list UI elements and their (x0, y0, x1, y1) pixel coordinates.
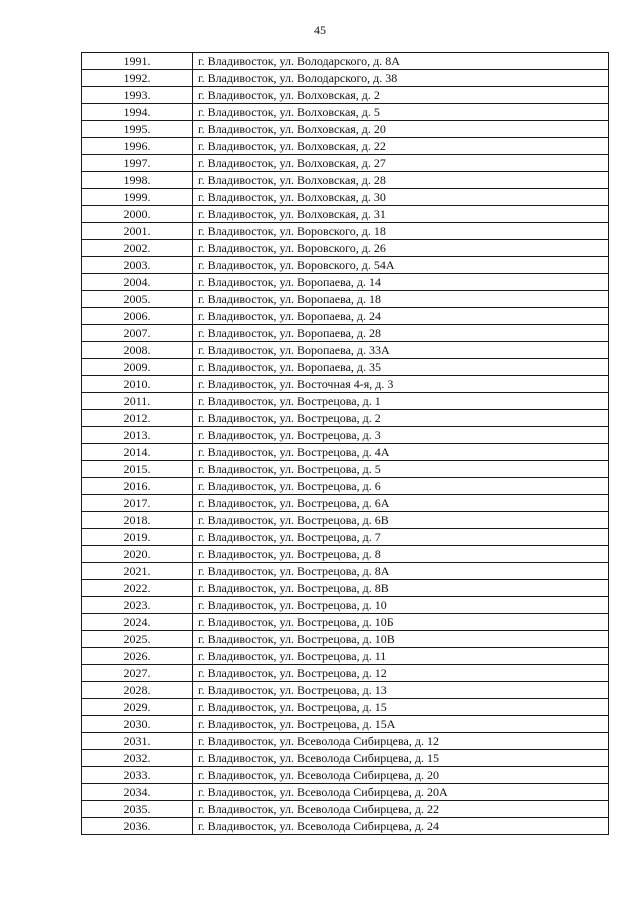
row-number-cell: 2018. (82, 512, 193, 529)
row-number-cell: 2012. (82, 410, 193, 427)
address-cell: г. Владивосток, ул. Воровского, д. 26 (193, 240, 609, 257)
table-row (82, 359, 609, 376)
row-number-cell: 2020. (82, 546, 193, 563)
table-row (82, 682, 609, 699)
row-number-cell: 1998. (82, 172, 193, 189)
address-cell: г. Владивосток, ул. Всеволода Сибирцева, д. 24 (193, 818, 609, 835)
table-row (82, 104, 609, 121)
address-cell: г. Владивосток, ул. Волховская, д. 27 (193, 155, 609, 172)
address-cell: г. Владивосток, ул. Володарского, д. 38 (193, 70, 609, 87)
address-cell: г. Владивосток, ул. Волховская, д. 30 (193, 189, 609, 206)
table-row (82, 699, 609, 716)
table-row (82, 665, 609, 682)
address-cell: г. Владивосток, ул. Восточная 4-я, д. 3 (193, 376, 609, 393)
table-row (82, 818, 609, 835)
row-number-cell: 2030. (82, 716, 193, 733)
table-row (82, 784, 609, 801)
row-number-cell: 1997. (82, 155, 193, 172)
row-number-cell: 2008. (82, 342, 193, 359)
table-row (82, 172, 609, 189)
row-number-cell: 2032. (82, 750, 193, 767)
row-number-cell: 2013. (82, 427, 193, 444)
row-number-cell: 2004. (82, 274, 193, 291)
address-cell: г. Владивосток, ул. Вострецова, д. 10Б (193, 614, 609, 631)
row-number-cell: 2011. (82, 393, 193, 410)
row-number-cell: 2022. (82, 580, 193, 597)
table-row (82, 495, 609, 512)
row-number-cell: 2027. (82, 665, 193, 682)
address-cell: г. Владивосток, ул. Всеволода Сибирцева, д. 15 (193, 750, 609, 767)
row-number-cell: 1994. (82, 104, 193, 121)
table-row (82, 325, 609, 342)
address-cell: г. Владивосток, ул. Вострецова, д. 15А (193, 716, 609, 733)
row-number-cell: 2000. (82, 206, 193, 223)
table-row (82, 393, 609, 410)
row-number-cell: 1999. (82, 189, 193, 206)
address-cell: г. Владивосток, ул. Воропаева, д. 33А (193, 342, 609, 359)
address-cell: г. Владивосток, ул. Воропаева, д. 14 (193, 274, 609, 291)
row-number-cell: 1995. (82, 121, 193, 138)
table-row (82, 580, 609, 597)
address-cell: г. Владивосток, ул. Воровского, д. 54А (193, 257, 609, 274)
row-number-cell: 2024. (82, 614, 193, 631)
address-cell: г. Владивосток, ул. Волховская, д. 31 (193, 206, 609, 223)
address-cell: г. Владивосток, ул. Волховская, д. 28 (193, 172, 609, 189)
table-row (82, 223, 609, 240)
row-number-cell: 2023. (82, 597, 193, 614)
address-cell: г. Владивосток, ул. Всеволода Сибирцева, д. 22 (193, 801, 609, 818)
table-row (82, 563, 609, 580)
table-row (82, 444, 609, 461)
address-table-body (82, 53, 609, 835)
table-row (82, 597, 609, 614)
table-row (82, 733, 609, 750)
address-cell: г. Владивосток, ул. Волховская, д. 20 (193, 121, 609, 138)
row-number-cell: 2001. (82, 223, 193, 240)
address-cell: г. Владивосток, ул. Вострецова, д. 10 (193, 597, 609, 614)
address-cell: г. Владивосток, ул. Вострецова, д. 6В (193, 512, 609, 529)
table-row (82, 546, 609, 563)
row-number-cell: 2031. (82, 733, 193, 750)
row-number-cell: 2035. (82, 801, 193, 818)
address-cell: г. Владивосток, ул. Вострецова, д. 6 (193, 478, 609, 495)
row-number-cell: 2006. (82, 308, 193, 325)
table-row (82, 631, 609, 648)
address-cell: г. Владивосток, ул. Вострецова, д. 4А (193, 444, 609, 461)
address-cell: г. Владивосток, ул. Вострецова, д. 7 (193, 529, 609, 546)
row-number-cell: 2033. (82, 767, 193, 784)
table-row (82, 478, 609, 495)
row-number-cell: 2003. (82, 257, 193, 274)
table-row (82, 614, 609, 631)
table-row (82, 70, 609, 87)
table-row (82, 189, 609, 206)
page-number: 45 (314, 23, 326, 37)
address-cell: г. Владивосток, ул. Волховская, д. 2 (193, 87, 609, 104)
table-row (82, 648, 609, 665)
row-number-cell: 2009. (82, 359, 193, 376)
table-row (82, 376, 609, 393)
row-number-cell: 1991. (82, 53, 193, 70)
row-number-cell: 2034. (82, 784, 193, 801)
row-number-cell: 2002. (82, 240, 193, 257)
address-cell: г. Владивосток, ул. Вострецова, д. 11 (193, 648, 609, 665)
address-cell: г. Владивосток, ул. Вострецова, д. 5 (193, 461, 609, 478)
address-cell: г. Владивосток, ул. Вострецова, д. 12 (193, 665, 609, 682)
address-cell: г. Владивосток, ул. Воропаева, д. 28 (193, 325, 609, 342)
address-cell: г. Владивосток, ул. Волховская, д. 22 (193, 138, 609, 155)
table-row (82, 461, 609, 478)
row-number-cell: 2010. (82, 376, 193, 393)
address-cell: г. Владивосток, ул. Вострецова, д. 10В (193, 631, 609, 648)
row-number-cell: 2021. (82, 563, 193, 580)
table-row (82, 155, 609, 172)
row-number-cell: 2019. (82, 529, 193, 546)
address-cell: г. Владивосток, ул. Воровского, д. 18 (193, 223, 609, 240)
address-cell: г. Владивосток, ул. Воропаева, д. 24 (193, 308, 609, 325)
address-cell: г. Владивосток, ул. Володарского, д. 8А (193, 53, 609, 70)
table-row (82, 767, 609, 784)
table-row (82, 512, 609, 529)
table-row (82, 342, 609, 359)
table-row (82, 87, 609, 104)
address-cell: г. Владивосток, ул. Всеволода Сибирцева, д. 12 (193, 733, 609, 750)
table-row (82, 257, 609, 274)
address-cell: г. Владивосток, ул. Вострецова, д. 8А (193, 563, 609, 580)
row-number-cell: 2029. (82, 699, 193, 716)
table-row (82, 274, 609, 291)
row-number-cell: 1992. (82, 70, 193, 87)
address-cell: г. Владивосток, ул. Всеволода Сибирцева, д. 20А (193, 784, 609, 801)
row-number-cell: 2015. (82, 461, 193, 478)
row-number-cell: 1996. (82, 138, 193, 155)
table-row (82, 240, 609, 257)
table-row (82, 716, 609, 733)
address-cell: г. Владивосток, ул. Вострецова, д. 2 (193, 410, 609, 427)
table-row (82, 138, 609, 155)
table-row (82, 206, 609, 223)
table-row (82, 121, 609, 138)
address-cell: г. Владивосток, ул. Вострецова, д. 6А (193, 495, 609, 512)
table-row (82, 750, 609, 767)
address-cell: г. Владивосток, ул. Воропаева, д. 35 (193, 359, 609, 376)
table-row (82, 308, 609, 325)
address-cell: г. Владивосток, ул. Вострецова, д. 15 (193, 699, 609, 716)
row-number-cell: 2017. (82, 495, 193, 512)
row-number-cell: 2026. (82, 648, 193, 665)
address-cell: г. Владивосток, ул. Всеволода Сибирцева, д. 20 (193, 767, 609, 784)
row-number-cell: 2025. (82, 631, 193, 648)
table-row (82, 53, 609, 70)
row-number-cell: 2005. (82, 291, 193, 308)
address-table (81, 52, 609, 835)
row-number-cell: 1993. (82, 87, 193, 104)
address-cell: г. Владивосток, ул. Вострецова, д. 8 (193, 546, 609, 563)
address-cell: г. Владивосток, ул. Вострецова, д. 3 (193, 427, 609, 444)
address-cell: г. Владивосток, ул. Волховская, д. 5 (193, 104, 609, 121)
row-number-cell: 2014. (82, 444, 193, 461)
address-cell: г. Владивосток, ул. Воропаева, д. 18 (193, 291, 609, 308)
address-cell: г. Владивосток, ул. Вострецова, д. 13 (193, 682, 609, 699)
table-row (82, 427, 609, 444)
row-number-cell: 2007. (82, 325, 193, 342)
row-number-cell: 2028. (82, 682, 193, 699)
address-cell: г. Владивосток, ул. Вострецова, д. 1 (193, 393, 609, 410)
row-number-cell: 2016. (82, 478, 193, 495)
table-row (82, 529, 609, 546)
address-cell: г. Владивосток, ул. Вострецова, д. 8В (193, 580, 609, 597)
table-row (82, 291, 609, 308)
row-number-cell: 2036. (82, 818, 193, 835)
table-row (82, 410, 609, 427)
table-row (82, 801, 609, 818)
